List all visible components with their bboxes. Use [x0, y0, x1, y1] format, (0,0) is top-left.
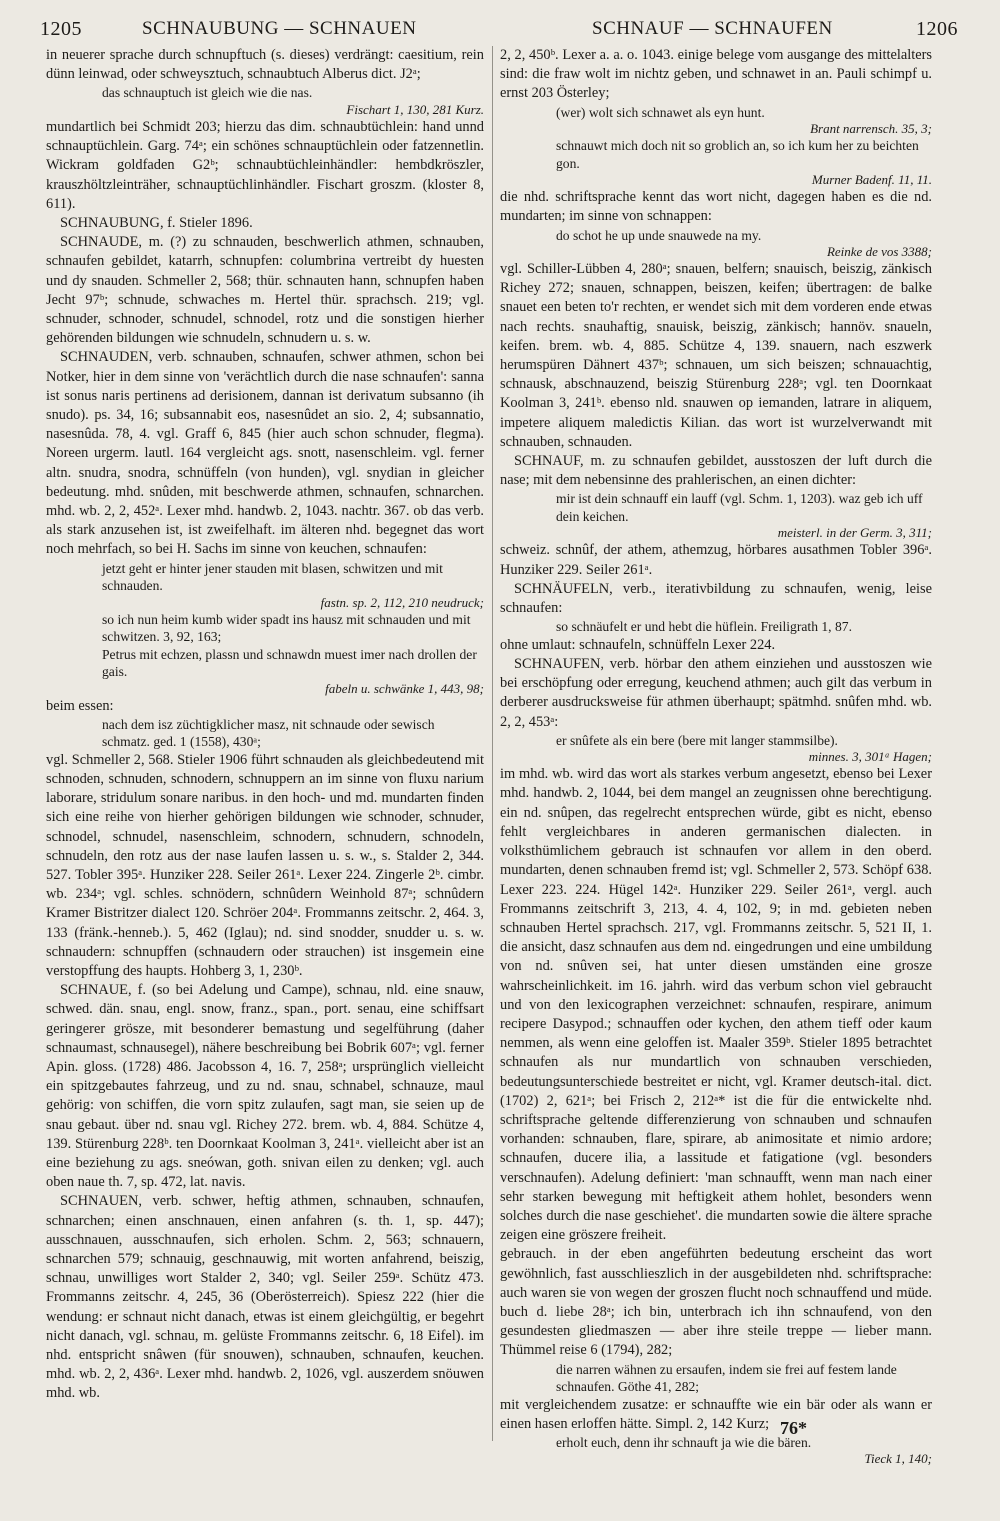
right-citation: Tieck 1, 140;: [864, 1451, 932, 1467]
page-header: [0, 12, 1000, 46]
right-quotation: die narren wähnen zu ersaufen, indem sie frei auf festem lande schnaufen. Göthe 41, 282;: [556, 1361, 897, 1395]
left-paragraph: in neuerer sprache durch schnupftuch (s. dieses) verdrängt: caesitium, rein dünn leinwad, oder schweysztuch, schnaubtuch Alberus dict. J2ᵃ;: [46, 47, 484, 83]
signature-mark: 76*: [780, 1418, 807, 1438]
left-paragraph: mundartlich bei Schmidt 203; hierzu das dim. schnaubtüchlein: hand unnd schnauptüchlein. Garg. 74ᵃ; ein schönes schnauptüchlein oder fatzennetlin. Wickram goldfaden G2ᵇ; schnaubtüchleinhändler: hembdkröszler, krauszhöltzleinträher, schnauptüchlinhändler. Fischart groszm. (kloster 8, 611).: [46, 118, 484, 212]
right-citation: Brant narrensch. 35, 3;: [810, 121, 932, 137]
left-entry: SCHNAUBUNG, f. Stieler 1896.: [60, 214, 253, 231]
right-citation: meisterl. in der Germ. 3, 311;: [777, 525, 932, 541]
column-divider: [492, 46, 493, 1441]
right-paragraph: gebrauch. in der eben angeführten bedeutung erscheint das wort gewöhnlich, fast ausschlieszlich in der ausgebildeten nhd. schriftsprache: auch waren sie von wegen der groszen flucht noch schnauffend und müde. buch d. liebe 28ᵃ; ich bin, unterbrach ich ihn schnaufend, von den gesundesten gliedmaszen — aber ihre steile treppe — lieber mann. Thümmel reise 6 (1794), 282;: [500, 1246, 932, 1359]
right-paragraph: mit vergleichendem zusatze: er schnauffte wie ein bär oder als wann er einen hasen erloffen hätte. Simpl. 2, 142 Kurz;: [500, 1396, 932, 1432]
right-quotation: mir ist dein schnauff ein lauff (vgl. Schm. 1, 1203). waz geb ich uff dein keichen.: [556, 491, 923, 524]
left-quotation: das schnauptuch ist gleich wie die nas.: [102, 85, 313, 101]
right-entry: SCHNAUFEN, verb. hörbar den athem einziehen und ausstoszen wie bei erschöpfung oder erregung, keuchend athmen; auch gilt das verbum in derberer ausdrucksweise für athmen überhaupt; spätmhd. snûfen mhd. wb. 2, 2, 453ᵃ:: [500, 655, 932, 730]
right-quotation: (wer) wolt sich schnawet als eyn hunt.: [556, 104, 765, 120]
right-paragraph: ohne umlaut: schnaufeln, schnüffeln Lexer 224.: [500, 636, 776, 653]
left-running-title: SCHNAUBUNG — SCHNAUEN: [142, 18, 417, 39]
right-quotation: do schot he up unde snauwede na my.: [556, 227, 762, 243]
right-column: [500, 46, 932, 1481]
left-citation: fabeln u. schwänke 1, 443, 98;: [325, 680, 484, 696]
left-entry: SCHNAUEN, verb. schwer, heftig athmen, schnauben, schnaufen, schnarchen; einen anschnauen, einen anfahren (s. th. 1, sp. 447); ausschnauen, ausschnaufen, sich erholen. Schm. 2, 563; schnauern, schnarchen 579; schnauig, geschnauwig, mit worten anfahrend, beiszig, schnau, unwilliges wort Stalder 2, 340; vgl. Seiler 259ᵃ. Schütz 473. Frommanns zeitschr. 4, 245, 36 (Oberösterreich). Spiesz 222 (hier die wendung: er schnaut nicht danach, etwas ist einem gleichgültig, er begehrt nicht danach, vgl. schnau, m. gelüste Frommanns zeitschr. 6, 18 Eifel). im nhd. entspricht snâwen (für snouwen), schnauben, schnaufen, keuchen. mhd. wb. 2, 2, 436ᵃ. Lexer mhd. handwb. 2, 1026, vgl. auszerdem snöuwen mhd. wb.: [46, 1193, 484, 1402]
left-paragraph: beim essen:: [46, 697, 114, 714]
right-quotation: er snûfete als ein bere (bere mit langer stammsilbe).: [556, 732, 838, 748]
right-paragraph: vgl. Schiller-Lübben 4, 280ᵃ; snauen, belfern; snauisch, beiszig, zänkisch Richey 272; snauen, schnappen, beiszen, keifen; übertragen: de balke snauet een beten to'r rechten, er wendet sich mit dem vorderen ende etwas nach rechts. snauhaftig, snauisk, beiszig, zänkisch; hannöv. snaueln, keifen. brem. wb. 4, 885. Schütze 4, 139. snauern, nach eszwerk herumspüren Dähnert 437ᵇ; schnauen, um sich beiszen; schnauachtig, schnausk, abschnauzend, beiszig Stürenburg 228ᵃ; vgl. ten Doornkaat Koolman 3, 241ᵇ. ebenso nld. snauwen op iemanden, latrare in aliquem, impetere aliquem maledictis Kilian. das wort ist wurzelverwandt mit schnauben, schnauden.: [500, 261, 932, 450]
right-quotation: schnauwt mich doch nit so groblich an, so ich kum her zu beichten gon.: [556, 138, 919, 171]
left-quotation: so ich nun heim kumb wider spadt ins hausz mit schnauden und mit schwitzen. 3, 92, 163;: [102, 611, 471, 645]
left-paragraph: vgl. Schmeller 2, 568. Stieler 1906 führt schnauden als gleichbedeutend mit schnoden, schnuden, schnodern, schnuppern an im sinne von fluxu narium laborare, stridulum sonare naribus. in den hoch- und md. mundarten finden sich eine reihe von hierher gehörigen bildungen wie schnoder, schnuder, schnodel, schnudel, nasenschleim, schnodern, schnudern, schnodeln, schnudeln, den rotz aus der nase laufen lassen u. s. w., s. Stalder 2, 344. 527. Tobler 395ᵃ. Hunziker 228. Seiler 261ᵃ. Lexer 224. Zingerle 2ᵇ. cimbr. wb. 234ᵃ; vgl. schles. schnödern, schnûdern Weinhold 87ᵃ; schnûdern Kramer Bistritzer dialect 120. Schröer 204ᵃ. Frommanns zeitschr. 2, 464. 3, 133 (fränk.-henneb.). 5, 462 (Iglau); nd. sind snodder, snudder u. s. w. schnaudern: schnupffen (schnaudern oder strauchen) ist insgemein eine verstopffung des haupts. Hohberg 3, 1, 230ᵇ.: [46, 751, 484, 980]
left-citation: fastn. sp. 2, 112, 210 neudruck;: [320, 594, 484, 610]
right-entry: SCHNÄUFELN, verb., iterativbildung zu schnaufen, wenig, leise schnaufen:: [500, 580, 932, 617]
right-paragraph: 2, 2, 450ᵇ. Lexer a. a. o. 1043. einige belege vom ausgange des mittelalters sind: die fraw wolt im nichtz geben, und schnawet in an. Pauli schimpf u. ernst 203 Österley;: [500, 47, 932, 102]
right-citation: Murner Badenf. 11, 11.: [811, 172, 932, 188]
left-entry: SCHNAUDE, m. (?) zu schnauden, beschwerlich athmen, schnauben, schnaufen gebildet, katarrh, schnupfen: columbrina vertreibt dy huesten und dy snauden. Schmeller 2, 568; thür. schnauten hann, schnupfen haben Jecht 97ᵇ; schnude, schwaches m. Hertel thür. sprachsch. 219; vgl. schnuder, schnoder, schnudel, schnodel, rotz und die sonstigen hierher gehörenden bildungen wie schnudeln, schnudern u. s. w.: [46, 234, 484, 347]
left-entry: SCHNAUE, f. (so bei Adelung und Campe), schnau, nld. eine snauw, schwed. dän. snau, engl. snow, franz., span., port. senau, eine schiffsart geringerer grösze, mit besonderer bemastung und segelführung (daher schnaumast, schnausegel), nähere beschreibung bei Bobrik 607ᵃ; vgl. ferner Apin. gloss. (1728) 486. Jacobsson 4, 16. 7, 258ᵃ; ursprünglich vielleicht ein spitzgebautes fahrzeug, und zu nd. snau, schnabel, schnauze, maul gehörig: von schiffen, die vorn spitz zulaufen, sagt man, sie seien up de snau gebaut. über nd. snau vgl. Richey 272. brem. wb. 4, 884. Schütze 4, 139. Stürenburg 228ᵇ. ten Doornkaat Koolman 3, 241ᵃ. vielleicht aber ist an eine beziehung zu ags. sneówan, goth. snivan eilen zu denken; vgl. auch oben naue th. 7, sp. 472, lat. navis.: [46, 982, 484, 1191]
left-citation: Fischart 1, 130, 281 Kurz.: [346, 101, 484, 117]
right-citation: minnes. 3, 301ᵃ Hagen;: [808, 749, 932, 765]
left-page-number: 1205: [40, 18, 82, 40]
right-entry: SCHNAUF, m. zu schnaufen gebildet, ausstoszen der luft durch die nase; mit dem nebensinne des prahlerischen, an einen dichter:: [500, 453, 932, 489]
left-column: [46, 46, 484, 1481]
right-paragraph: schweiz. schnûf, der athem, athemzug, hörbares ausathmen Tobler 396ᵃ. Hunziker 229. Seiler 261ᵃ.: [500, 542, 932, 578]
right-paragraph: die nhd. schriftsprache kennt das wort nicht, dagegen haben es die nd. mundarten; im sinne von schnappen:: [500, 189, 932, 225]
left-entry: SCHNAUDEN, verb. schnauben, schnaufen, schwer athmen, schon bei Notker, hier in dem sinne von 'verächtlich durch die nase schnaufen': sanna ist sonus naris pertinens ad derisionem, dannan ist derivatum subsanno (ih snudo). ps. 34, 16; subsannabit eos, nasesnûdet an sio. 2, 4; subsannatio, nasesnûda. 78, 4. vgl. Graff 6, 845 (hier auch schon schnuder, flegma). Noreen urgerm. lautl. 164 vergleicht ags. snott, nasenschleim. vgl. ferner altn. snudra, snodra, schnüffeln (von hunden), vgl. snydian in gleicher bedeutung. mhd. snûden, mit beschwerde athmen, schnaufen, schnarchen. mhd. wb. 2, 2, 452ᵃ. Lexer mhd. handwb. 2, 1043. nachtr. 367. ob das verb. als stark anzusehen ist, ist zweifelhaft. im älteren nhd. begegnet das wort noch mehrfach, so bei H. Sachs im sinne von keuchen, schnaufen:: [46, 349, 484, 558]
left-quotation: Petrus mit echzen, plassn und schnawdn muest imer nach drollen der gais.: [102, 646, 477, 680]
left-quotation: nach dem isz züchtigklicher masz, nit schnaude oder sewisch schmatz. ged. 1 (1558), 430ᵃ;: [102, 716, 435, 750]
right-citation: Reinke de vos 3388;: [826, 244, 932, 260]
right-page-number: 1206: [916, 18, 958, 40]
right-paragraph: im mhd. wb. wird das wort als starkes verbum angesetzt, ebenso bei Lexer mhd. handwb. 2, 1044, bei dem mangel an zeugnissen ohne berechtigung. ein nd. snûpen, das regelrecht entsprechen würde, gibt es nicht, ebenso fehlt vergleichbares in anderen germanischen dialecten. in volksthümlichem gebrauch ist schnaufen vor allem in den oberd. mundarten, denen schnauben fremd ist; vgl. Schmeller 2, 573. Schöpf 638. Lexer 223. 224. Hügel 142ᵃ. Hunziker 229. Seiler 261ᵃ, vergl. auch Frommanns zeitschrift 3, 213, 4. 4, 102, 9; in md. gebieten neben schnauben Hertel sprachsch. 217, vgl. Frommanns zeitschr. 5, 521 II, 1. die ansicht, dasz schnaufen aus dem nd. eingedrungen und eine umbildung von nd. snûven sei, hat unter diesen umständen eine grosze wahrscheinlichkeit. im 16. jahrh. wird das verbum schon viel gebraucht und von den lexicographen verzeichnet: schnaufen, respirare, animum recipere Dasypod.; schnauffen oder kychen, den athem tieff oder kaum nemmen, als wenn eine geloffen ist. Maaler 359ᵇ. Stieler 1895 betrachtet schnaufen als nur mundartlich von schnauben verschieden, bedeutungsunterschiede bestreitet er nicht, vgl. Kramer deutsch-ital. dict. (1702) 2, 621ᵃ; bei Frisch 2, 212ᵃ* ist die für die entwickelte nhd. schriftsprache geltende differenzierung von schnauben und schnaufen vorhanden: schnauben, flare, spirare, ab animositate et nimio ardore; schnaufen, ducere ilia, a lassitude et fatigatione (vgl. besonders verschnaufen). Adelung definiert: 'man schnaufft, wenn man nach einer sehr starken bewegung mit heftigkeit athem hohlet, besonders wenn solches durch die nase geschiehet'. die mundarten sowie die ältere sprache zeigen eine gröszere freiheit.: [500, 766, 932, 1244]
right-quotation: so schnäufelt er und hebt die hüflein. Freiligrath 1, 87.: [556, 619, 852, 635]
right-running-title: SCHNAUF — SCHNAUFEN: [592, 18, 833, 39]
left-quotation: jetzt geht er hinter jener stauden mit blasen, schwitzen und mit schnauden.: [102, 560, 443, 594]
right-quotation: erholt euch, denn ihr schnauft ja wie die bären.: [556, 1434, 812, 1450]
